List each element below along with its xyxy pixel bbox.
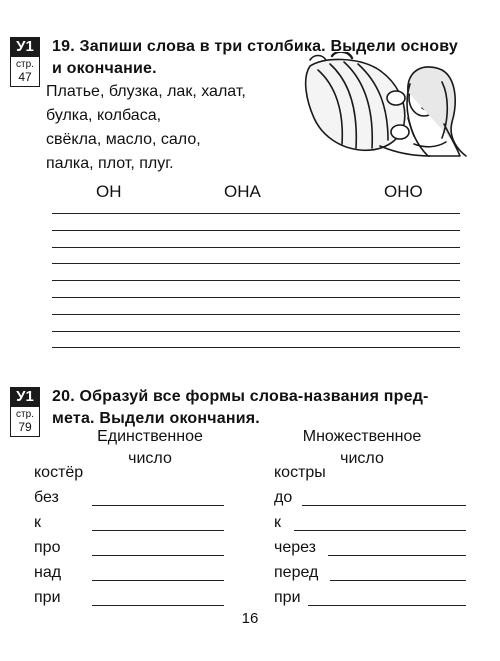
plural-form-row[interactable]: [274, 563, 474, 587]
answer-line[interactable]: [92, 605, 224, 606]
plural-form-row[interactable]: [274, 588, 474, 612]
answer-line[interactable]: [302, 505, 466, 506]
plural-header-line: число: [340, 450, 384, 467]
writing-line[interactable]: [52, 280, 460, 281]
ref-unit: У1: [10, 37, 40, 57]
column-header-ono: ОНО: [384, 182, 423, 201]
writing-line[interactable]: [52, 230, 460, 231]
plural-base-form: [274, 463, 474, 487]
writing-line[interactable]: [52, 314, 460, 315]
singular-form-row[interactable]: [34, 488, 224, 512]
singular-form-row[interactable]: [34, 513, 224, 537]
singular-form-row[interactable]: [34, 563, 224, 587]
word-list-line: палка, плот, плуг.: [46, 155, 174, 172]
task-19-title: 19. Запиши слова в три столбика. Выдели основу и окончание.: [52, 38, 459, 77]
preposition-label: до: [274, 489, 293, 506]
word-list-line: булка, колбаса,: [46, 107, 162, 124]
ref-prefix: стр.: [16, 59, 34, 70]
singular-base-form: [34, 463, 224, 487]
task-19-word-list: [46, 80, 301, 176]
answer-line[interactable]: [92, 580, 224, 581]
word-list-line: свёкла, масло, сало,: [46, 131, 201, 148]
preposition-label: к: [34, 514, 41, 531]
word-list-line: Платье, блузка, лак, халат,: [46, 83, 246, 100]
preposition-label: при: [34, 589, 61, 606]
singular-form-row[interactable]: [34, 538, 224, 562]
task-20-title-line: 20. Образуй все формы слова-названия пред-: [52, 388, 429, 405]
ref-unit: У1: [10, 387, 40, 407]
singular-header-line: число: [128, 450, 172, 467]
ref-page-box: [10, 57, 40, 87]
plural-header-line: Множественное: [302, 428, 422, 445]
answer-line[interactable]: [294, 530, 466, 531]
task-19-writing-lines[interactable]: [52, 213, 460, 364]
singular-header-line: Единственное: [97, 428, 203, 445]
preposition-label: без: [34, 489, 59, 506]
column-header-on: ОН: [96, 182, 122, 201]
singular-base-word: костёр: [34, 464, 84, 481]
textbook-reference-badge-20: [10, 387, 40, 437]
ref-prefix: стр.: [16, 409, 34, 420]
textbook-reference-badge-19: [10, 37, 40, 87]
writing-line[interactable]: [52, 213, 460, 214]
writing-line[interactable]: [52, 247, 460, 248]
singular-form-row[interactable]: [34, 588, 224, 612]
girl-with-pitcher-illustration: [296, 52, 486, 160]
preposition-label: при: [274, 589, 301, 606]
answer-line[interactable]: [92, 505, 224, 506]
preposition-label: перед: [274, 564, 319, 581]
ref-page-number: 47: [18, 70, 32, 84]
plural-base-word: костры: [274, 464, 326, 481]
writing-line[interactable]: [52, 297, 460, 298]
answer-line[interactable]: [330, 580, 466, 581]
ref-page-number: 79: [18, 420, 32, 434]
writing-line[interactable]: [52, 347, 460, 348]
writing-line[interactable]: [52, 263, 460, 264]
page-number: 16: [241, 610, 259, 627]
task-20-title: [52, 386, 472, 430]
column-header-ona: ОНА: [224, 182, 261, 201]
plural-form-row[interactable]: [274, 488, 474, 512]
preposition-label: про: [34, 539, 61, 556]
answer-line[interactable]: [92, 555, 224, 556]
task-20-title-line: мета. Выдели окончания.: [52, 410, 260, 427]
plural-form-row[interactable]: [274, 538, 474, 562]
writing-line[interactable]: [52, 331, 460, 332]
ref-page-box: [10, 407, 40, 437]
preposition-label: к: [274, 514, 281, 531]
answer-line[interactable]: [328, 555, 466, 556]
plural-form-row[interactable]: [274, 513, 474, 537]
preposition-label: над: [34, 564, 62, 581]
answer-line[interactable]: [92, 530, 224, 531]
answer-line[interactable]: [308, 605, 466, 606]
preposition-label: через: [274, 539, 317, 556]
